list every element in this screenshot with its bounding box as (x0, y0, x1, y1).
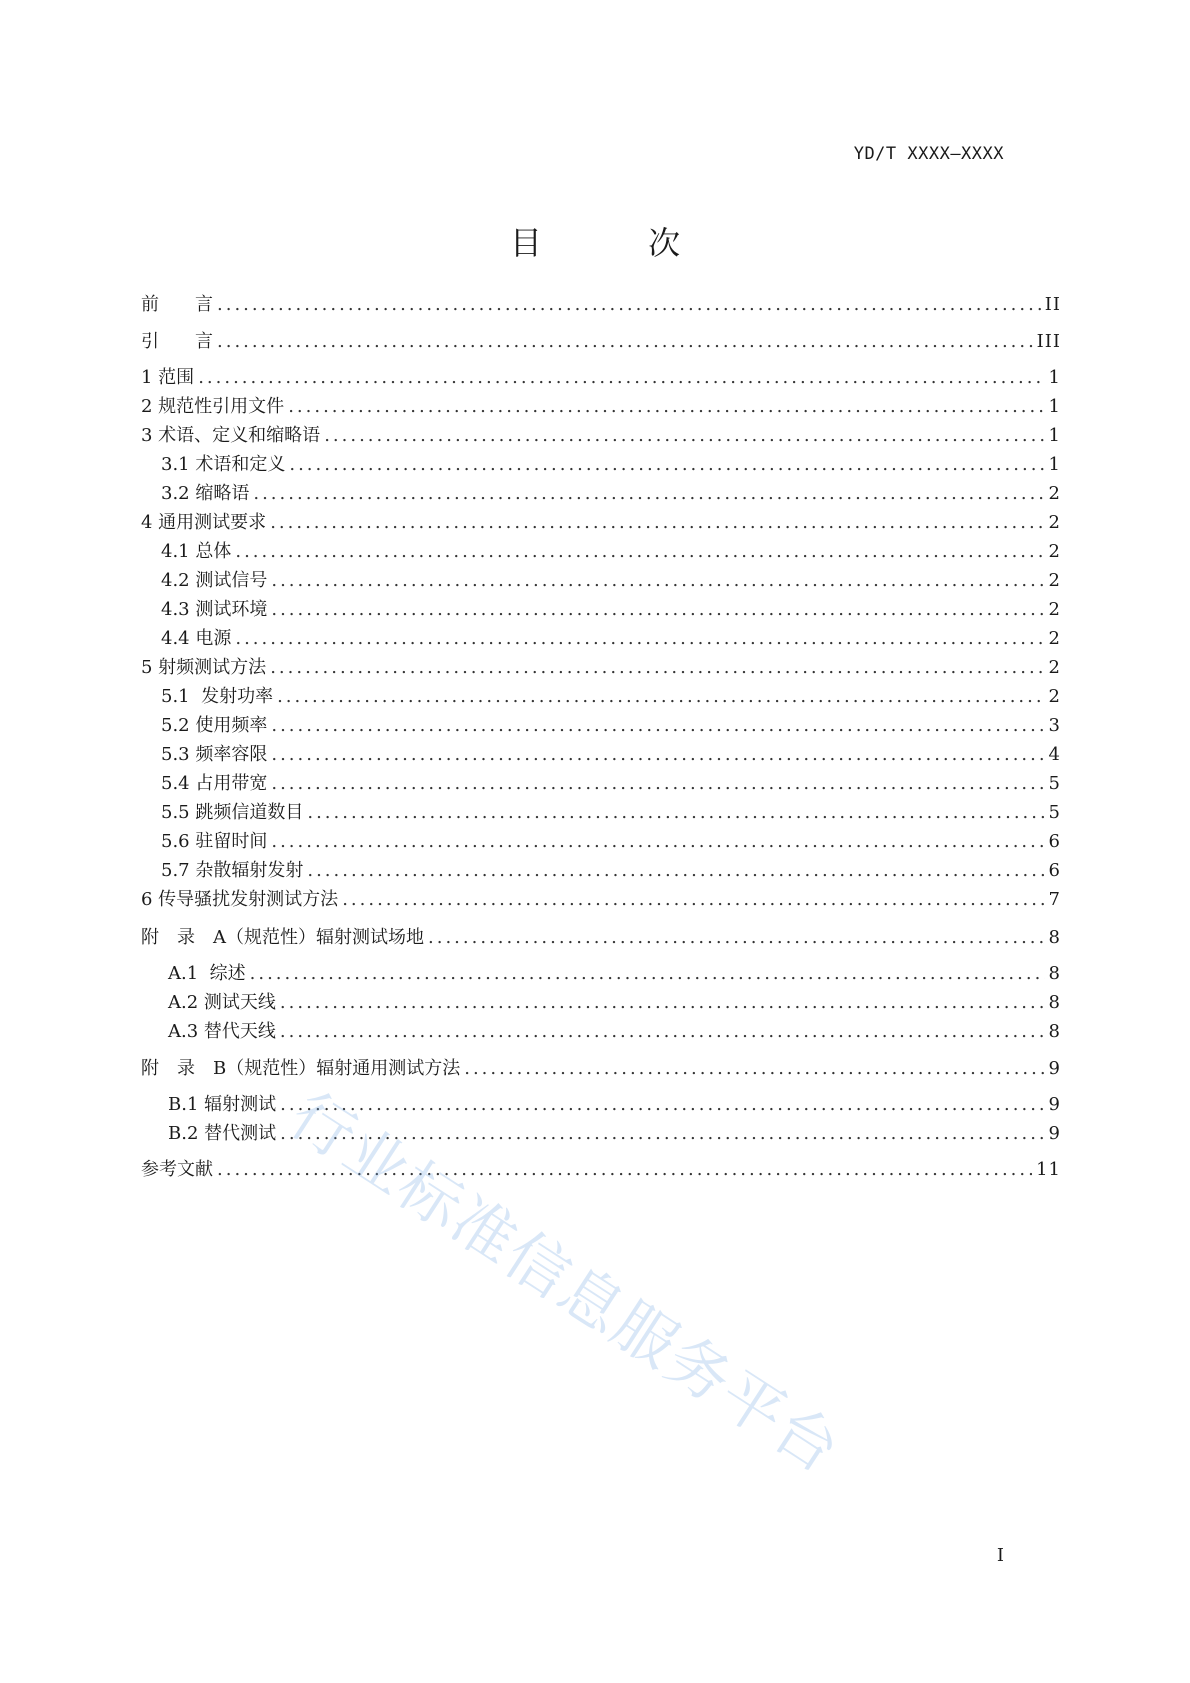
toc-entry-label: 3 术语、定义和缩略语 (141, 425, 321, 446)
toc-entry-page: 8 (1048, 992, 1061, 1013)
toc-dot-leader (280, 1020, 1045, 1044)
toc-entry-page: 6 (1048, 831, 1061, 852)
toc-dot-leader (270, 511, 1044, 535)
toc-entry-page: 11 (1036, 1159, 1061, 1180)
toc-entry-label: 5.3 频率容限 (161, 744, 268, 765)
toc-entry-page: 1 (1048, 454, 1061, 475)
toc-dot-leader (250, 962, 1045, 986)
watermark-text: 行业标准信息服务平台 (277, 1078, 854, 1488)
toc-entry-4-1[interactable] (161, 540, 1061, 564)
toc-dot-leader (217, 293, 1041, 317)
toc-dot-leader (307, 859, 1044, 883)
toc-entry-page: 1 (1048, 396, 1061, 417)
toc-entry-a-2[interactable] (168, 991, 1061, 1015)
toc-dot-leader (253, 482, 1044, 506)
toc-entry-label: 1 范围 (141, 367, 195, 388)
toc-dot-leader (217, 330, 1033, 354)
toc-entry-label: 5 射频测试方法 (141, 657, 267, 678)
toc-entry-label: 5.7 杂散辐射发射 (161, 860, 304, 881)
toc-entry-6[interactable] (141, 888, 1061, 912)
toc-entry-page: 2 (1048, 628, 1061, 649)
toc-entry-page: 5 (1048, 802, 1061, 823)
toc-entry-label: 5.2 使用频率 (161, 715, 268, 736)
toc-entry-4-2[interactable] (161, 569, 1061, 593)
toc-dot-leader (342, 888, 1044, 912)
toc-dot-leader (235, 627, 1044, 651)
toc-entry-page: 1 (1048, 425, 1061, 446)
toc-dot-leader (307, 801, 1044, 825)
toc-dot-leader (271, 743, 1044, 767)
toc-entry-3[interactable] (141, 424, 1061, 448)
toc-entry-label: 4.2 测试信号 (161, 570, 268, 591)
toc-entry-page: 2 (1048, 657, 1061, 678)
toc-entry-a-3[interactable] (168, 1020, 1061, 1044)
toc-entry-label: 5.4 占用带宽 (161, 773, 268, 794)
toc-dot-leader (235, 540, 1044, 564)
toc-entry-label: A.2 测试天线 (168, 992, 276, 1013)
toc-entry-page: 2 (1048, 483, 1061, 504)
toc-entry-label: 3.1 术语和定义 (161, 454, 286, 475)
toc-entry-page: 4 (1048, 744, 1061, 765)
toc-entry-5-4[interactable] (161, 772, 1061, 796)
toc-entry-label: 6 传导骚扰发射测试方法 (141, 889, 339, 910)
page-number: I (996, 1545, 1004, 1566)
toc-entry-5-6[interactable] (161, 830, 1061, 854)
toc-entry-page: 2 (1048, 599, 1061, 620)
toc-entry-label: 附 录 B（规范性）辐射通用测试方法 (141, 1058, 461, 1079)
toc-dot-leader (324, 424, 1044, 448)
toc-dot-leader (271, 830, 1044, 854)
toc-entry-page: 9 (1048, 1094, 1061, 1115)
toc-entry-page: 3 (1048, 715, 1061, 736)
toc-entry-page: 2 (1048, 541, 1061, 562)
toc-entry-page: 7 (1048, 889, 1061, 910)
toc-entry-label: 5.6 驻留时间 (161, 831, 268, 852)
toc-entry-a-1[interactable] (168, 962, 1061, 986)
toc-entry-label: B.2 替代测试 (168, 1123, 277, 1144)
toc-entry-4-4[interactable] (161, 627, 1061, 651)
toc-entry-5-2[interactable] (161, 714, 1061, 738)
toc-entry-4[interactable] (141, 511, 1061, 535)
toc-entry-introduction[interactable] (141, 330, 1061, 354)
toc-entry-page: II (1044, 294, 1061, 315)
toc-entry-label: 4.4 电源 (161, 628, 232, 649)
toc-entry-label: 4 通用测试要求 (141, 512, 267, 533)
toc-dot-leader (270, 656, 1044, 680)
toc-entry-page: 5 (1048, 773, 1061, 794)
toc-entry-page: 6 (1048, 860, 1061, 881)
toc-entry-appendix-b[interactable] (141, 1057, 1061, 1081)
toc-dot-leader (198, 366, 1044, 390)
toc-entry-label: 5.5 跳频信道数目 (161, 802, 304, 823)
toc-dot-leader (271, 569, 1044, 593)
toc-dot-leader (271, 598, 1044, 622)
toc-dot-leader (280, 1122, 1044, 1146)
toc-dot-leader (271, 714, 1044, 738)
toc-entry-label: 2 规范性引用文件 (141, 396, 285, 417)
toc-entry-page: 9 (1048, 1058, 1061, 1079)
toc-dot-leader (288, 395, 1044, 419)
toc-dot-leader (289, 453, 1044, 477)
toc-entry-label: 4.1 总体 (161, 541, 232, 562)
toc-entry-page: 8 (1048, 1021, 1061, 1042)
toc-dot-leader (271, 772, 1044, 796)
toc-dot-leader (428, 926, 1045, 950)
toc-dot-leader (280, 991, 1045, 1015)
toc-entry-label: 附 录 A（规范性）辐射测试场地 (141, 927, 424, 948)
toc-entry-5-1[interactable] (161, 685, 1061, 709)
toc-title: 目 次 (509, 224, 729, 262)
toc-dot-leader (280, 1093, 1044, 1117)
toc-dot-leader (277, 685, 1044, 709)
toc-entry-page: III (1036, 331, 1061, 352)
toc-entry-label: 5.1 发射功率 (161, 686, 274, 707)
toc-entry-label: B.1 辐射测试 (168, 1094, 277, 1115)
document-id: YD/T XXXX—XXXX (853, 144, 1004, 164)
toc-entry-b-1[interactable] (168, 1093, 1061, 1117)
toc-entry-page: 8 (1048, 963, 1061, 984)
toc-entry-foreword[interactable] (141, 293, 1061, 317)
toc-entry-1[interactable] (141, 366, 1061, 390)
toc-entry-5-5[interactable] (161, 801, 1061, 825)
toc-entry-5[interactable] (141, 656, 1061, 680)
toc-entry-label: A.1 综述 (168, 963, 246, 984)
toc-entry-label: 参考文献 (141, 1159, 213, 1180)
toc-entry-5-3[interactable] (161, 743, 1061, 767)
toc-entry-label: 3.2 缩略语 (161, 483, 250, 504)
toc-entry-3-1[interactable] (161, 453, 1061, 477)
toc-entry-label: A.3 替代天线 (168, 1021, 276, 1042)
toc-entry-label: 引 言 (141, 331, 213, 352)
toc-dot-leader (217, 1158, 1032, 1182)
toc-entry-3-2[interactable] (161, 482, 1061, 506)
toc-entry-references[interactable] (141, 1158, 1061, 1182)
toc-entry-4-3[interactable] (161, 598, 1061, 622)
toc-entry-page: 2 (1048, 686, 1061, 707)
toc-entry-b-2[interactable] (168, 1122, 1061, 1146)
toc-entry-page: 8 (1048, 927, 1061, 948)
toc-entry-page: 2 (1048, 512, 1061, 533)
toc-entry-page: 2 (1048, 570, 1061, 591)
toc-entry-page: 1 (1048, 367, 1061, 388)
toc-entry-2[interactable] (141, 395, 1061, 419)
toc-dot-leader (464, 1057, 1044, 1081)
toc-entry-label: 前 言 (141, 294, 213, 315)
toc-entry-appendix-a[interactable] (141, 926, 1061, 950)
toc-entry-5-7[interactable] (161, 859, 1061, 883)
toc-entry-page: 9 (1048, 1123, 1061, 1144)
toc-entry-label: 4.3 测试环境 (161, 599, 268, 620)
